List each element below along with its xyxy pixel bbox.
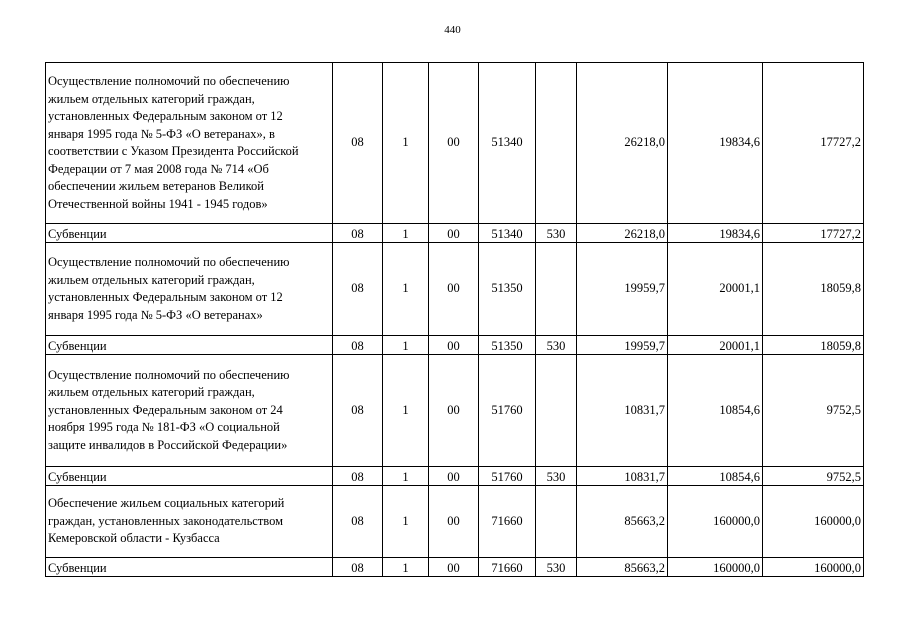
expense-type-code: 530 bbox=[536, 558, 577, 577]
amount-year-2: 160000,0 bbox=[668, 558, 763, 577]
target-code: 51340 bbox=[479, 63, 536, 224]
amount-year-3: 160000,0 bbox=[763, 486, 864, 558]
program-code: 00 bbox=[429, 336, 479, 355]
expense-type-code: 530 bbox=[536, 224, 577, 243]
expense-type-code bbox=[536, 355, 577, 467]
amount-year-1: 19959,7 bbox=[577, 243, 668, 336]
section-code: 08 bbox=[333, 243, 383, 336]
subsection-code: 1 bbox=[383, 486, 429, 558]
program-code: 00 bbox=[429, 224, 479, 243]
program-code: 00 bbox=[429, 243, 479, 336]
section-code: 08 bbox=[333, 486, 383, 558]
subsection-code: 1 bbox=[383, 224, 429, 243]
section-code: 08 bbox=[333, 63, 383, 224]
amount-year-3: 18059,8 bbox=[763, 336, 864, 355]
subsection-code: 1 bbox=[383, 355, 429, 467]
amount-year-3: 9752,5 bbox=[763, 355, 864, 467]
section-code: 08 bbox=[333, 467, 383, 486]
amount-year-2: 160000,0 bbox=[668, 486, 763, 558]
table-row bbox=[46, 336, 864, 355]
target-code: 51340 bbox=[479, 224, 536, 243]
subsection-code: 1 bbox=[383, 336, 429, 355]
amount-year-2: 10854,6 bbox=[668, 355, 763, 467]
row-name: Осуществление полномочий по обеспечению жильем отдельных категорий граждан, установленных Федеральным законом от 24 ноября 1995 года № 181-ФЗ «О социальной защите инвалидов в Российской Федерации» bbox=[46, 355, 333, 467]
expense-type-code bbox=[536, 63, 577, 224]
table-row bbox=[46, 558, 864, 577]
target-code: 51760 bbox=[479, 355, 536, 467]
row-name: Субвенции bbox=[46, 224, 333, 243]
target-code: 51760 bbox=[479, 467, 536, 486]
amount-year-1: 19959,7 bbox=[577, 336, 668, 355]
row-name: Субвенции bbox=[46, 336, 333, 355]
table-row bbox=[46, 224, 864, 243]
section-code: 08 bbox=[333, 355, 383, 467]
amount-year-3: 160000,0 bbox=[763, 558, 864, 577]
amount-year-2: 19834,6 bbox=[668, 63, 763, 224]
amount-year-1: 10831,7 bbox=[577, 355, 668, 467]
program-code: 00 bbox=[429, 486, 479, 558]
amount-year-2: 20001,1 bbox=[668, 336, 763, 355]
target-code: 51350 bbox=[479, 243, 536, 336]
target-code: 71660 bbox=[479, 486, 536, 558]
table-row bbox=[46, 243, 864, 336]
amount-year-1: 10831,7 bbox=[577, 467, 668, 486]
amount-year-1: 85663,2 bbox=[577, 486, 668, 558]
subsection-code: 1 bbox=[383, 558, 429, 577]
amount-year-3: 17727,2 bbox=[763, 224, 864, 243]
amount-year-3: 17727,2 bbox=[763, 63, 864, 224]
expense-type-code: 530 bbox=[536, 336, 577, 355]
program-code: 00 bbox=[429, 467, 479, 486]
row-name: Осуществление полномочий по обеспечению жильем отдельных категорий граждан, установленных Федеральным законом от 12 января 1995 года № 5-ФЗ «О ветеранах» bbox=[46, 243, 333, 336]
expense-type-code bbox=[536, 486, 577, 558]
row-name: Субвенции bbox=[46, 558, 333, 577]
target-code: 51350 bbox=[479, 336, 536, 355]
budget-table bbox=[45, 62, 864, 577]
row-name: Субвенции bbox=[46, 467, 333, 486]
page-number: 440 bbox=[444, 24, 461, 36]
amount-year-2: 20001,1 bbox=[668, 243, 763, 336]
table-row bbox=[46, 467, 864, 486]
table-row bbox=[46, 486, 864, 558]
section-code: 08 bbox=[333, 336, 383, 355]
target-code: 71660 bbox=[479, 558, 536, 577]
amount-year-3: 18059,8 bbox=[763, 243, 864, 336]
amount-year-1: 85663,2 bbox=[577, 558, 668, 577]
subsection-code: 1 bbox=[383, 467, 429, 486]
table-row bbox=[46, 355, 864, 467]
row-name: Осуществление полномочий по обеспечению жильем отдельных категорий граждан, установленных Федеральным законом от 12 января 1995 года № 5-ФЗ «О ветеранах», в соответствии с Указом Президента Российской Федерации от 7 мая 2008 года № 714 «Об обеспечении жильем ветеранов Великой Отечественной войны 1941 - 1945 годов» bbox=[46, 63, 333, 224]
expense-type-code bbox=[536, 243, 577, 336]
amount-year-3: 9752,5 bbox=[763, 467, 864, 486]
program-code: 00 bbox=[429, 63, 479, 224]
amount-year-2: 10854,6 bbox=[668, 467, 763, 486]
subsection-code: 1 bbox=[383, 243, 429, 336]
subsection-code: 1 bbox=[383, 63, 429, 224]
amount-year-1: 26218,0 bbox=[577, 224, 668, 243]
expense-type-code: 530 bbox=[536, 467, 577, 486]
amount-year-2: 19834,6 bbox=[668, 224, 763, 243]
amount-year-1: 26218,0 bbox=[577, 63, 668, 224]
program-code: 00 bbox=[429, 355, 479, 467]
program-code: 00 bbox=[429, 558, 479, 577]
row-name: Обеспечение жильем социальных категорий граждан, установленных законодательством Кемеровской области - Кузбасса bbox=[46, 486, 333, 558]
section-code: 08 bbox=[333, 558, 383, 577]
section-code: 08 bbox=[333, 224, 383, 243]
table-row bbox=[46, 63, 864, 224]
